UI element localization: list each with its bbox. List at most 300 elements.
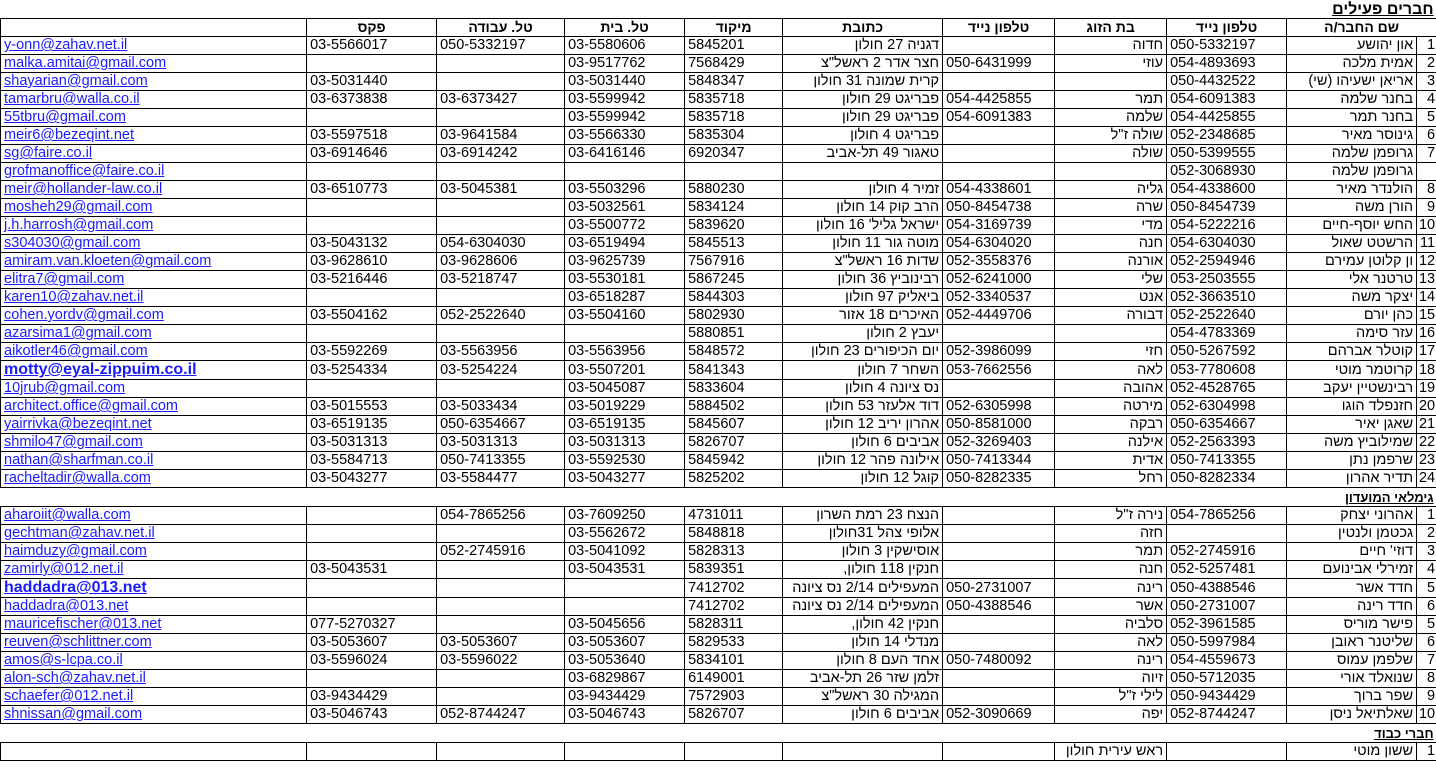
address: הרב קוק 14 חולון [783, 199, 943, 217]
table-row [1, 199, 1436, 217]
email-link[interactable]: racheltadir@walla.com [4, 470, 151, 486]
row-number [1417, 163, 1436, 181]
work-phone [437, 163, 565, 181]
spouse-name: תמר [1055, 543, 1167, 561]
mobile-phone: 052-6304998 [1167, 398, 1287, 416]
work-phone: 03-5053607 [437, 634, 565, 652]
home-phone: 03-5019229 [565, 398, 685, 416]
spouse-name: עוזי [1055, 55, 1167, 73]
table-row [1, 470, 1436, 488]
table-row [1, 706, 1436, 724]
spouse-name: אדית [1055, 452, 1167, 470]
member-name: און יהושע [1287, 37, 1417, 55]
work-phone: 03-5045381 [437, 181, 565, 199]
email-link[interactable]: grofmanoffice@faire.co.il [4, 163, 165, 179]
spouse-name: חנה [1055, 235, 1167, 253]
row-number: 14 [1417, 289, 1436, 307]
work-phone: 03-5033434 [437, 398, 565, 416]
spouse-mobile-phone: 054-6304020 [943, 235, 1055, 253]
address: פבריגט 29 חולון [783, 109, 943, 127]
spouse-name: לילי ז"ל [1055, 688, 1167, 706]
member-name: בחנר תמר [1287, 109, 1417, 127]
spouse-mobile-phone: 052-4449706 [943, 307, 1055, 325]
email-cell [1, 163, 307, 181]
spouse-mobile-phone: 054-4338601 [943, 181, 1055, 199]
spouse-name: אנט [1055, 289, 1167, 307]
home-phone [565, 325, 685, 343]
header-row [1, 19, 1436, 37]
fax: 03-6373838 [307, 91, 437, 109]
email-link[interactable]: 10jrub@gmail.com [4, 380, 126, 396]
address: ביאליק 97 חולון [783, 289, 943, 307]
row-number: 9 [1417, 199, 1436, 217]
row-number: 6 [1417, 634, 1436, 652]
zip-code: 5880851 [685, 325, 783, 343]
mobile-phone: 050-8454739 [1167, 199, 1287, 217]
email-link[interactable]: zamirly@012.net.il [4, 561, 124, 577]
mobile-phone: 050-2731007 [1167, 598, 1287, 616]
home-phone: 03-5503296 [565, 181, 685, 199]
work-phone [437, 109, 565, 127]
fax [307, 743, 437, 761]
spouse-mobile-phone: 054-3169739 [943, 217, 1055, 235]
email-link[interactable]: malka.amitai@gmail.com [4, 55, 167, 71]
zip-code: 5826707 [685, 706, 783, 724]
header-mobile: טלפון נייד [1167, 19, 1287, 37]
home-phone: 03-5045087 [565, 380, 685, 398]
member-name: הרשטט שאול [1287, 235, 1417, 253]
spouse-name: גליה [1055, 181, 1167, 199]
email-link[interactable]: shayarian@gmail.com [4, 73, 148, 89]
table-row [1, 73, 1436, 91]
email-cell [1, 688, 307, 706]
work-phone: 03-5584477 [437, 470, 565, 488]
work-phone [437, 743, 565, 761]
fax: 03-6914646 [307, 145, 437, 163]
row-number: 12 [1417, 253, 1436, 271]
email-link[interactable]: motty@eyal-zippuim.co.il [4, 361, 197, 378]
table-row [1, 343, 1436, 361]
email-link[interactable]: shmilo47@gmail.com [4, 434, 143, 450]
row-number: 24 [1417, 470, 1436, 488]
email-link[interactable]: reuven@schlittner.com [4, 634, 152, 650]
mobile-phone: 052-8744247 [1167, 706, 1287, 724]
spouse-mobile-phone: 050-7480092 [943, 652, 1055, 670]
row-number: 8 [1417, 181, 1436, 199]
table-row [1, 109, 1436, 127]
fax: 03-5043277 [307, 470, 437, 488]
header-zip: מיקוד [685, 19, 783, 37]
work-phone [437, 579, 565, 598]
email-cell [1, 561, 307, 579]
spouse-mobile-phone: 052-3090669 [943, 706, 1055, 724]
work-phone [437, 670, 565, 688]
email-link[interactable]: shnissan@gmail.com [4, 706, 143, 722]
zip-code: 4731011 [685, 507, 783, 525]
table-row [1, 452, 1436, 470]
address: אחד העם 8 חולון [783, 652, 943, 670]
fax: 03-9628610 [307, 253, 437, 271]
title-row [1, 0, 1436, 19]
spouse-name: שלי [1055, 271, 1167, 289]
fax: 03-5254334 [307, 361, 437, 380]
spouse-name [1055, 73, 1167, 91]
address: אלופי צהל 31חולון [783, 525, 943, 543]
mobile-phone: 050-9434429 [1167, 688, 1287, 706]
mobile-phone: 054-4559673 [1167, 652, 1287, 670]
address: זלמן שזר 26 תל-אביב [783, 670, 943, 688]
sheet-title: חברים פעילים [1332, 0, 1434, 18]
fax: 03-5043132 [307, 235, 437, 253]
work-phone: 03-5031313 [437, 434, 565, 452]
email-link[interactable]: yairrivka@bezeqint.net [4, 416, 152, 432]
email-cell [1, 434, 307, 452]
address: אביבים 6 חולון [783, 706, 943, 724]
zip-code: 7572903 [685, 688, 783, 706]
spouse-mobile-phone [943, 507, 1055, 525]
email-link[interactable]: tamarbru@walla.co.il [4, 91, 140, 107]
zip-code: 5839620 [685, 217, 783, 235]
home-phone: 03-6829867 [565, 670, 685, 688]
table-row [1, 181, 1436, 199]
email-link[interactable]: azarsima1@gmail.com [4, 325, 152, 341]
email-link[interactable]: alon-sch@zahav.net.il [4, 670, 146, 686]
zip-code: 5848572 [685, 343, 783, 361]
work-phone: 03-5596022 [437, 652, 565, 670]
address: הנצח 23 רמת השרון [783, 507, 943, 525]
email-link[interactable]: aikotler46@gmail.com [4, 343, 148, 359]
email-cell [1, 145, 307, 163]
spouse-mobile-phone: 052-3269403 [943, 434, 1055, 452]
email-link[interactable]: haimduzy@gmail.com [4, 543, 147, 559]
mobile-phone: 054-7865256 [1167, 507, 1287, 525]
email-link[interactable]: elitra7@gmail.com [4, 271, 125, 287]
spouse-name: לאה [1055, 361, 1167, 380]
address: אהרון יריב 12 חולון [783, 416, 943, 434]
work-phone [437, 598, 565, 616]
mobile-phone: 052-2745916 [1167, 543, 1287, 561]
address: חנקין 42 חולון, [783, 616, 943, 634]
work-phone [437, 199, 565, 217]
table-row [1, 55, 1436, 73]
member-name: חדד אשר [1287, 579, 1417, 598]
table-row [1, 416, 1436, 434]
zip-code: 5841343 [685, 361, 783, 380]
spouse-name: אשר [1055, 598, 1167, 616]
email-cell [1, 343, 307, 361]
spouse-mobile-phone: 052-3340537 [943, 289, 1055, 307]
email-link[interactable]: 55tbru@gmail.com [4, 109, 126, 125]
table-row [1, 37, 1436, 55]
header-address: כתובת [783, 19, 943, 37]
row-number: 4 [1417, 561, 1436, 579]
spouse-mobile-phone: 050-8581000 [943, 416, 1055, 434]
fax: 03-5592269 [307, 343, 437, 361]
home-phone: 03-5580606 [565, 37, 685, 55]
table-row [1, 325, 1436, 343]
row-number: 5 [1417, 579, 1436, 598]
email-cell [1, 37, 307, 55]
spouse-name: חדוה [1055, 37, 1167, 55]
address: רבינוביץ 36 חולון [783, 271, 943, 289]
mobile-phone: 052-3961585 [1167, 616, 1287, 634]
mobile-phone: 050-5332197 [1167, 37, 1287, 55]
table-row [1, 743, 1436, 761]
member-name: גרופמן שלמה [1287, 163, 1417, 181]
email-link[interactable]: haddadra@013.net [4, 598, 129, 614]
address: המגילה 30 ראשל"צ [783, 688, 943, 706]
zip-code [685, 743, 783, 761]
row-number: 6 [1417, 127, 1436, 145]
email-link[interactable]: meir@hollander-law.co.il [4, 181, 163, 197]
member-name: שרפמן נתן [1287, 452, 1417, 470]
spouse-name: רינה [1055, 579, 1167, 598]
member-name: רבינשטיין יעקב [1287, 380, 1417, 398]
email-cell [1, 325, 307, 343]
zip-code: 7412702 [685, 579, 783, 598]
fax: 03-5504162 [307, 307, 437, 325]
mobile-phone: 052-2563393 [1167, 434, 1287, 452]
spouse-mobile-phone: 050-8282335 [943, 470, 1055, 488]
mobile-phone: 053-7780608 [1167, 361, 1287, 380]
address: פבריגט 29 חולון [783, 91, 943, 109]
email-link[interactable]: cohen.yordv@gmail.com [4, 307, 164, 323]
email-cell [1, 217, 307, 235]
fax: 03-5053607 [307, 634, 437, 652]
home-phone: 03-5043531 [565, 561, 685, 579]
table-row [1, 127, 1436, 145]
email-link[interactable]: nathan@sharfman.co.il [4, 452, 154, 468]
fax: 03-5597518 [307, 127, 437, 145]
work-phone: 050-5332197 [437, 37, 565, 55]
table-row [1, 91, 1436, 109]
address: המעפילים 2/14 נס ציונה [783, 579, 943, 598]
mobile-phone: 052-2522640 [1167, 307, 1287, 325]
email-link[interactable]: sg@faire.co.il [4, 145, 93, 161]
email-cell [1, 452, 307, 470]
fax [307, 55, 437, 73]
spouse-name: דבורה [1055, 307, 1167, 325]
work-phone [437, 380, 565, 398]
spouse-name [1055, 325, 1167, 343]
section-title-spacer [1, 724, 1287, 743]
row-number: 15 [1417, 307, 1436, 325]
spouse-name [1055, 163, 1167, 181]
fax [307, 325, 437, 343]
zip-code: 5848818 [685, 525, 783, 543]
table-row [1, 525, 1436, 543]
spouse-mobile-phone: 052-6305998 [943, 398, 1055, 416]
member-name: הולנדר מאיר [1287, 181, 1417, 199]
table-row [1, 688, 1436, 706]
email-link[interactable]: architect.office@gmail.com [4, 398, 179, 414]
fax [307, 507, 437, 525]
spouse-name: ראש עירית חולון [1055, 743, 1167, 761]
fax [307, 380, 437, 398]
spouse-mobile-phone [943, 73, 1055, 91]
mobile-phone: 052-3068930 [1167, 163, 1287, 181]
address [783, 163, 943, 181]
spouse-name: אורנה [1055, 253, 1167, 271]
header-email [1, 19, 307, 37]
email-link[interactable]: j.h.harrosh@gmail.com [4, 217, 154, 233]
spouse-name: נירה ז"ל [1055, 507, 1167, 525]
work-phone: 050-7413355 [437, 452, 565, 470]
home-phone [565, 579, 685, 598]
email-link[interactable]: y-onn@zahav.net.il [4, 37, 128, 53]
spouse-name: שולה ז"ל [1055, 127, 1167, 145]
spouse-mobile-phone [943, 127, 1055, 145]
table-row [1, 434, 1436, 452]
spouse-mobile-phone [943, 670, 1055, 688]
member-name: שפר ברוך [1287, 688, 1417, 706]
member-name: שלפמן עמוס [1287, 652, 1417, 670]
home-phone: 03-5563956 [565, 343, 685, 361]
address: נס ציונה 4 חולון [783, 380, 943, 398]
row-number: 2 [1417, 525, 1436, 543]
mobile-phone: 054-5222216 [1167, 217, 1287, 235]
spouse-name: יפה [1055, 706, 1167, 724]
spouse-name: זיוה [1055, 670, 1167, 688]
home-phone: 03-5566330 [565, 127, 685, 145]
home-phone: 03-5031440 [565, 73, 685, 91]
member-name: חזנפלד הוגו [1287, 398, 1417, 416]
email-cell [1, 652, 307, 670]
work-phone [437, 73, 565, 91]
zip-code: 5835718 [685, 109, 783, 127]
mobile-phone: 054-4783369 [1167, 325, 1287, 343]
spouse-name: רחל [1055, 470, 1167, 488]
email-cell [1, 598, 307, 616]
mobile-phone: 054-4425855 [1167, 109, 1287, 127]
spouse-mobile-phone: 050-2731007 [943, 579, 1055, 598]
email-link[interactable]: amos@s-lcpa.co.il [4, 652, 123, 668]
row-number: 18 [1417, 361, 1436, 380]
email-cell [1, 361, 307, 380]
email-cell [1, 380, 307, 398]
fax: 03-5015553 [307, 398, 437, 416]
row-number: 7 [1417, 652, 1436, 670]
zip-code: 5848347 [685, 73, 783, 91]
spouse-mobile-phone [943, 543, 1055, 561]
home-phone: 03-5504160 [565, 307, 685, 325]
work-phone [437, 289, 565, 307]
spouse-mobile-phone [943, 325, 1055, 343]
home-phone: 03-5046743 [565, 706, 685, 724]
row-number: 7 [1417, 145, 1436, 163]
fax: 03-5043531 [307, 561, 437, 579]
fax [307, 289, 437, 307]
address: חנקין 118 חולון, [783, 561, 943, 579]
mobile-phone: 050-4388546 [1167, 579, 1287, 598]
work-phone: 03-9628606 [437, 253, 565, 271]
member-name: אריאן ישעיהו (שי) [1287, 73, 1417, 91]
row-number: 5 [1417, 109, 1436, 127]
zip-code: 5802930 [685, 307, 783, 325]
spouse-name: מדי [1055, 217, 1167, 235]
email-link[interactable]: mauricefischer@013.net [4, 616, 162, 632]
row-number: 10 [1417, 217, 1436, 235]
spouse-mobile-phone: 050-6431999 [943, 55, 1055, 73]
address: קרית שמונה 31 חולון [783, 73, 943, 91]
email-link[interactable]: s304030@gmail.com [4, 235, 141, 251]
spouse-mobile-phone: 050-4388546 [943, 598, 1055, 616]
address: טאגור 49 תל-אביב [783, 145, 943, 163]
work-phone: 054-6304030 [437, 235, 565, 253]
home-phone: 03-5507201 [565, 361, 685, 380]
table-row [1, 616, 1436, 634]
row-number: 3 [1417, 73, 1436, 91]
email-link[interactable]: karen10@zahav.net.il [4, 289, 144, 305]
section-title-row [1, 724, 1436, 743]
work-phone [437, 55, 565, 73]
email-link[interactable]: aharoiit@walla.com [4, 507, 131, 523]
email-cell [1, 525, 307, 543]
email-cell [1, 706, 307, 724]
home-phone: 03-5592530 [565, 452, 685, 470]
email-cell [1, 307, 307, 325]
email-link[interactable]: gechtman@zahav.net.il [4, 525, 155, 541]
email-link[interactable]: schaefer@012.net.il [4, 688, 134, 704]
member-name: גרופמן שלמה [1287, 145, 1417, 163]
email-link[interactable]: mosheh29@gmail.com [4, 199, 153, 215]
address: שדות 16 ראשל"צ [783, 253, 943, 271]
spouse-mobile-phone [943, 525, 1055, 543]
address: פבריגט 4 חולון [783, 127, 943, 145]
member-name: קרוטמר מוטי [1287, 361, 1417, 380]
table-row [1, 670, 1436, 688]
home-phone: 03-5041092 [565, 543, 685, 561]
member-name: שנואלד אורי [1287, 670, 1417, 688]
spouse-mobile-phone [943, 561, 1055, 579]
row-number: 9 [1417, 688, 1436, 706]
spouse-mobile-phone [943, 380, 1055, 398]
email-link[interactable]: meir6@bezeqint.net [4, 127, 134, 143]
work-phone: 03-5563956 [437, 343, 565, 361]
email-cell [1, 127, 307, 145]
spouse-mobile-phone: 052-3558376 [943, 253, 1055, 271]
mobile-phone [1167, 525, 1287, 543]
email-cell [1, 743, 307, 761]
email-link[interactable]: haddadra@013.net [4, 579, 147, 596]
home-phone: 03-5043277 [565, 470, 685, 488]
home-phone [565, 743, 685, 761]
table-row [1, 398, 1436, 416]
row-number: 20 [1417, 398, 1436, 416]
address: אילונה פהר 12 חולון [783, 452, 943, 470]
table-row [1, 579, 1436, 598]
home-phone [565, 598, 685, 616]
row-number: 16 [1417, 325, 1436, 343]
table-row [1, 217, 1436, 235]
zip-code: 7567916 [685, 253, 783, 271]
row-number: 10 [1417, 706, 1436, 724]
mobile-phone: 050-5399555 [1167, 145, 1287, 163]
zip-code [685, 163, 783, 181]
zip-code: 5845942 [685, 452, 783, 470]
email-link[interactable]: amiram.van.kloeten@gmail.com [4, 253, 212, 269]
member-name: טרטנר אלי [1287, 271, 1417, 289]
fax [307, 598, 437, 616]
home-phone: 03-9625739 [565, 253, 685, 271]
zip-code: 5844303 [685, 289, 783, 307]
mobile-phone: 050-5997984 [1167, 634, 1287, 652]
section-title-row [1, 488, 1436, 507]
work-phone [437, 616, 565, 634]
email-cell [1, 507, 307, 525]
work-phone: 054-7865256 [437, 507, 565, 525]
spouse-name: שולה [1055, 145, 1167, 163]
